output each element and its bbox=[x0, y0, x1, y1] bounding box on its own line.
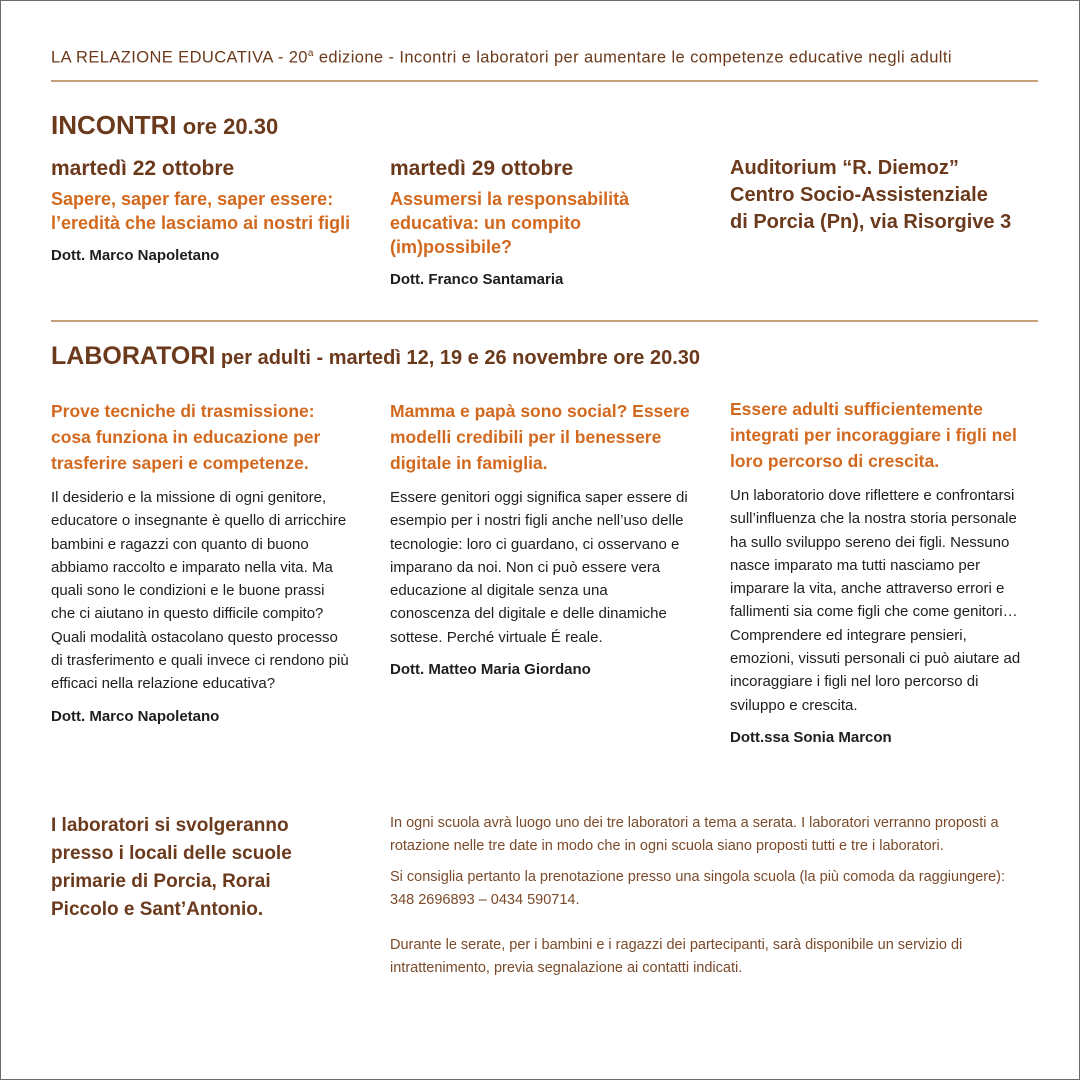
laboratorio-speaker: Dott. Marco Napoletano bbox=[51, 707, 220, 725]
header-divider bbox=[51, 80, 1038, 82]
laboratorio-speaker: Dott. Matteo Maria Giordano bbox=[390, 661, 591, 679]
laboratorio-title: Mamma e papà sono social? Essere modelli credibili per il benessere digitale in famiglia. bbox=[390, 401, 690, 473]
header-edition-sup: a bbox=[307, 48, 314, 59]
incontri-heading-label: INCONTRI bbox=[51, 110, 177, 140]
incontro-2 bbox=[390, 157, 660, 288]
venue-name: Auditorium “R. Diemoz” bbox=[730, 157, 959, 179]
venue bbox=[730, 155, 1040, 236]
laboratorio-description-part1: Il desiderio e la missione di ogni genitore, educatore o insegnante è quello di arricchire bambini e ragazzi con quanto di buono abbiamo raccolto e imparato nella vita. Ma quali sono le condizioni e le buone prassi che ci aiutano in questo difficile compito? bbox=[51, 489, 347, 623]
location-note: I laboratori si svolgeranno presso i locali delle scuole primarie di Porcia, Rorai Piccolo e Sant’Antonio. bbox=[51, 815, 292, 920]
rotation-info: In ogni scuola avrà luogo uno dei tre laboratori a tema a serata. I laboratori verranno proposti a rotazione nelle tre date in modo che in ogni scuola siano proposti tutti e tre i laboratori. bbox=[390, 815, 999, 854]
laboratori-heading-label: LABORATORI bbox=[51, 342, 216, 370]
header-separator: - bbox=[272, 48, 289, 67]
laboratorio-description bbox=[51, 486, 351, 696]
venue-center: Centro Socio-Assistenziale bbox=[730, 184, 988, 206]
booking-info bbox=[390, 812, 1030, 988]
laboratori-heading bbox=[51, 342, 700, 371]
incontri-heading bbox=[51, 110, 278, 141]
incontro-date: martedì 22 ottobre bbox=[51, 157, 235, 180]
childcare-info: Durante le serate, per i bambini e i ragazzi dei partecipanti, sarà disponibile un servizio di intrattenimento, previa segnalazione ai contatti indicati. bbox=[390, 937, 963, 976]
laboratorio-title: Prove tecniche di trasmissione: cosa funziona in educazione per trasferire saperi e competenze. bbox=[51, 401, 321, 473]
laboratorio-1 bbox=[51, 398, 351, 725]
laboratorio-3 bbox=[730, 396, 1030, 746]
venue-address: di Porcia (Pn), via Risorgive 3 bbox=[730, 211, 1012, 233]
incontro-title: Sapere, saper fare, saper essere: l’eredità che lasciamo ai nostri figli bbox=[51, 189, 351, 233]
header-subtitle: edizione - Incontri e laboratori per aumentare le competenze educative negli adulti bbox=[313, 48, 952, 67]
header bbox=[51, 48, 1036, 68]
incontro-title: Assumersi la responsabilità educativa: un compito (im)possibile? bbox=[390, 189, 630, 257]
laboratorio-description-part2: Quali modalità ostacolano questo processo di trasferimento e quali invece ci rendono più efficaci nella relazione educativa? bbox=[51, 628, 349, 693]
laboratori-dates: - martedì 12, 19 e 26 novembre ore 20.30 bbox=[310, 347, 701, 369]
header-title: LA RELAZIONE EDUCATIVA bbox=[51, 48, 273, 67]
incontro-date: martedì 29 ottobre bbox=[390, 157, 574, 180]
laboratori-audience: per adulti bbox=[215, 347, 311, 369]
laboratorio-speaker: Dott.ssa Sonia Marcon bbox=[730, 728, 892, 746]
incontri-time: ore 20.30 bbox=[176, 114, 279, 139]
laboratorio-description: Un laboratorio dove riflettere e confrontarsi sull’influenza che la nostra storia personale ha sullo sviluppo sereno dei figli. Nessuno nasce imparato ma tutti nasciamo per imparare la vita, anche attraverso errori e fallimenti sia come figli che come genitori… Comprendere ed integrare pensieri, emozioni, vissuti personali ci può aiutare ad incoraggiare i figli nel loro percorso di sviluppo e crescita. bbox=[730, 487, 1021, 714]
booking-contacts: Si consiglia pertanto la prenotazione presso una singola scuola (la più comoda da raggiungere): 348 2696893 – 0434 590714. bbox=[390, 869, 1006, 908]
incontro-1 bbox=[51, 157, 351, 264]
laboratorio-description: Essere genitori oggi significa saper essere di esempio per i nostri figli anche nell’uso delle tecnologie: loro ci guardano, ci osservano e imparano da noi. Non ci può essere vera educazione al digitale senza una conoscenza del digitale e delle dinamiche sottese. Perché virtuale É reale. bbox=[390, 489, 688, 646]
incontro-speaker: Dott. Franco Santamaria bbox=[390, 271, 564, 288]
header-edition: 20 bbox=[288, 48, 308, 67]
incontro-speaker: Dott. Marco Napoletano bbox=[51, 247, 220, 264]
section-divider bbox=[51, 320, 1038, 322]
laboratorio-title: Essere adulti sufficientemente integrati per incoraggiare i figli nel loro percorso di crescita. bbox=[730, 399, 1017, 471]
laboratorio-2 bbox=[390, 398, 690, 678]
